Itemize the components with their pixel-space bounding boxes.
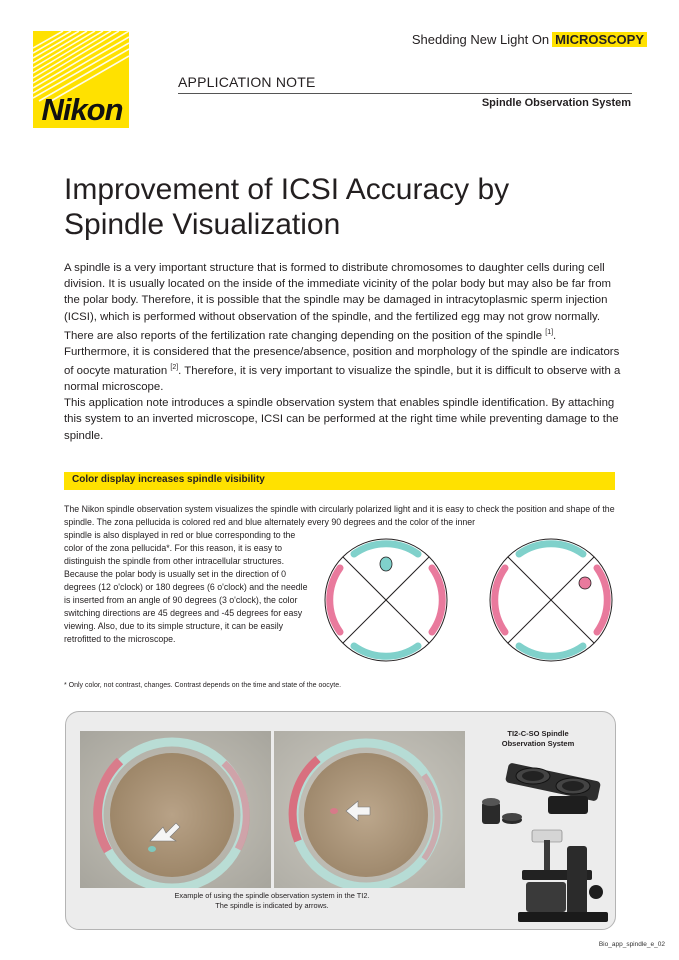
section-heading-bar (64, 472, 615, 490)
diagram-red-spindle (487, 536, 615, 664)
product-title (488, 729, 588, 749)
document-type: APPLICATION NOTE (178, 74, 316, 90)
oocyte-photo-2 (274, 731, 465, 888)
title-line-1: Improvement of ICSI Accuracy by (64, 173, 510, 206)
nikon-logo (33, 31, 129, 128)
diagram-blue-spindle (322, 536, 450, 664)
intro-text (64, 260, 624, 444)
intro-paragraph-2: This application note introduces a spindle observation system that enables spindle identification. By attaching this system to an inverted microscope, ICSI can be performed at the right time while preventing damage to the spindle. (64, 397, 619, 442)
figure-caption (80, 891, 464, 911)
tagline-highlight: MICROSCOPY (552, 32, 647, 47)
inverted-microscope (512, 826, 612, 926)
logo-wordmark: Nikon (41, 92, 123, 127)
intro-p1-a: A spindle is a very important structure that is formed to distribute chromosomes to daughter cells during cell division. It is usually located on the inside of the immediate vicinity of the polar body but may also be far from the polar body. Therefore, it is possible that the spindle may be damaged in intracytoplasmic sperm injection (ICSI), which is performed without observation of the spindle, and the fertilized egg may not grow normally. There are also reports of the fertilization rate changing depending on the position of the spindle (64, 262, 612, 342)
desc-paragraph-1: spindle is also displayed in red or blue corresponding to the color of the zona pellucida*. For this reason, it is easy to distinguish the spindle from other intracellular structures. (64, 530, 296, 566)
intro-p1-c: . Therefore, it is very important to visualize the spindle, but it is difficult to observe with a normal microscope. (64, 364, 621, 394)
tagline-prefix: Shedding New Light On (411, 32, 550, 47)
header-divider (178, 93, 632, 94)
system-name: Spindle Observation System (481, 97, 631, 109)
section-heading: Color display increases spindle visibility (72, 474, 265, 485)
spindle-marker (380, 557, 392, 571)
footnote: * Only color, not contrast, changes. Contrast depends on the time and state of the oocyte. (64, 682, 342, 689)
tagline (412, 32, 647, 47)
desc-paragraph-2: Because the polar body is usually set in the direction of 0 degrees (12 o'clock) or 180 degrees (6 o'clock) and the needle is inserted from an angle of 90 degrees (3 o'clock), the color switching directions are 45 degrees and -45 degrees for easy viewing. Also, due to its simple structure, it can be easily retrofitted to the microscope. (64, 569, 308, 644)
caption-line-1: Example of using the spindle observation system in the TI2. (174, 891, 370, 900)
reference-1: [1] (545, 328, 554, 336)
product-title-line-1: TI2-C-SO Spindle (507, 729, 569, 738)
intro-p1-b: . Furthermore, it is considered that the presence/absence, position and morphology of the spindle are indicators of oocyte maturation (64, 329, 620, 377)
section-description: The Nikon spindle observation system visualizes the spindle with circularly polarized light and it is easy to check the position and shape of the spindle. The zona pellucida is colored red and blue alternately every 90 degrees and the color of the inner (64, 504, 615, 527)
spindle-marker (579, 577, 591, 589)
product-title-line-2: Observation System (501, 739, 575, 748)
section-description-left (64, 529, 314, 646)
caption-line-2: The spindle is indicated by arrows. (215, 901, 329, 910)
oocyte-photo-1 (80, 731, 271, 888)
reference-2: [2] (170, 364, 179, 372)
page-title (64, 172, 624, 242)
spindle-observation-device (478, 756, 608, 836)
document-id: Bio_app_spindle_e_02 (598, 941, 665, 948)
intro-paragraph-1 (64, 260, 624, 395)
title-line-2: Spindle Visualization (64, 208, 341, 241)
